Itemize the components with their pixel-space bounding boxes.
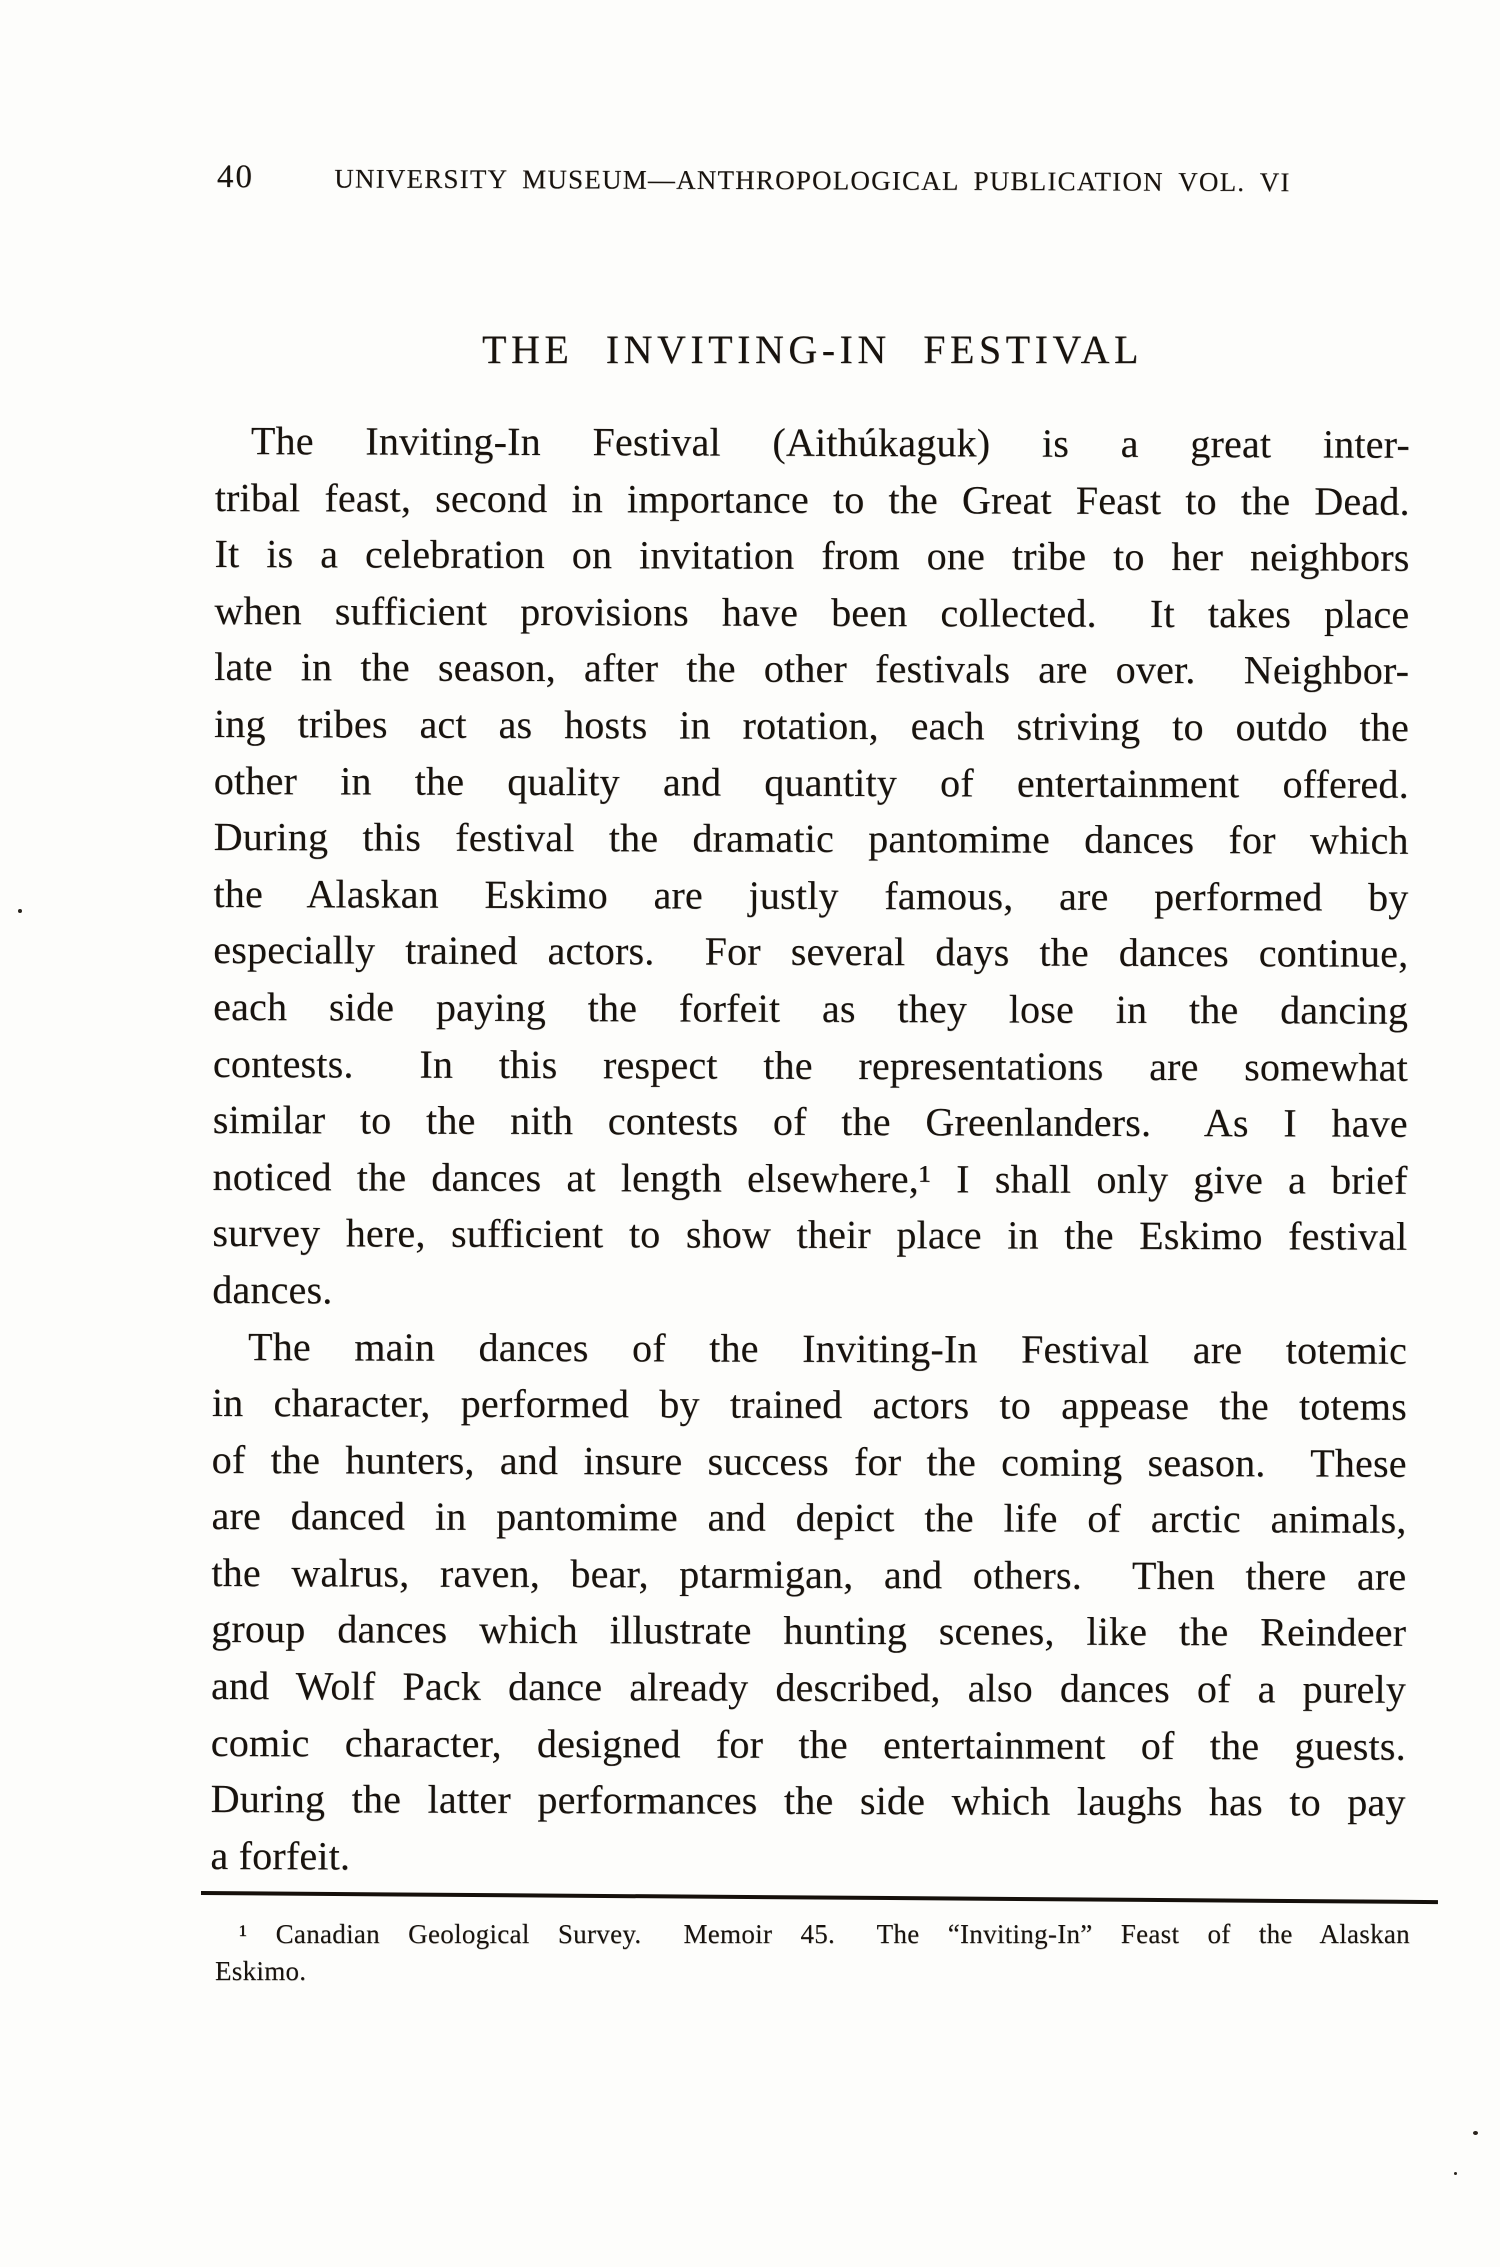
text-line: of the hunters, and insure success for the coming season. These <box>211 1436 1407 1486</box>
footnote <box>215 1916 1410 1990</box>
text-line: other in the quality and quantity of entertainment offered. <box>213 757 1409 807</box>
text-line: similar to the nith contests of the Greenlanders. As I have <box>212 1097 1408 1146</box>
scan-speck <box>18 909 22 913</box>
text-line: group dances which illustrate hunting scenes, like the Reindeer <box>211 1606 1407 1656</box>
text-line: survey here, sufficient to show their place in the Eskimo festival <box>212 1210 1408 1260</box>
text-line: and Wolf Pack dance already described, also dances of a purely <box>210 1663 1407 1712</box>
paragraph-1 <box>212 413 1410 1322</box>
text-line: The Inviting-In Festival (Aithúkaguk) is a great inter- <box>250 418 1410 467</box>
paragraph-2 <box>210 1318 1407 1888</box>
text-line: in character, performed by trained actors to appease the totems <box>211 1380 1407 1429</box>
text-line: are danced in pantomime and depict the life of arctic animals, <box>211 1493 1407 1543</box>
footnote-divider <box>201 1891 1438 1904</box>
text-line: noticed the dances at length elsewhere,¹ I shall only give a brief <box>212 1153 1408 1203</box>
text-line: dances. <box>212 1266 333 1313</box>
page-number: 40 <box>216 159 255 196</box>
running-header-text: UNIVERSITY MUSEUM—ANTHROPOLOGICAL PUBLICATION VOL. VI <box>334 163 1291 198</box>
text-line: During this festival the dramatic pantomime dances for which <box>213 814 1409 863</box>
text-line: It is a celebration on invitation from one tribe to her neighbors <box>214 531 1410 580</box>
running-header <box>215 159 1410 198</box>
text-line: The main dances of the Inviting-In Festival are totemic <box>247 1323 1408 1373</box>
body-text <box>210 413 1410 1888</box>
text-line: tribal feast, second in importance to the Great Feast to the Dead. <box>214 474 1410 524</box>
text-line: comic character, designed for the entertainment of the guests. <box>210 1719 1406 1769</box>
page-title: THE INVITING-IN FESTIVAL <box>482 327 1143 372</box>
footnote-line: ¹ Canadian Geological Survey. Memoir 45. The “Inviting-In” Feast of the Alaskan <box>239 1919 1410 1949</box>
text-line: the walrus, raven, bear, ptarmigan, and others. Then there are <box>211 1549 1407 1599</box>
text-line: the Alaskan Eskimo are justly famous, are performed by <box>213 870 1409 920</box>
text-line: a forfeit. <box>210 1832 351 1879</box>
text-line: especially trained actors. For several days the dances continue, <box>213 927 1409 977</box>
text-line: each side paying the forfeit as they lose in the dancing <box>213 983 1409 1033</box>
footnote-line: Eskimo. <box>215 1956 307 1986</box>
scan-speck <box>1473 2131 1478 2135</box>
text-line: During the latter performances the side which laughs has to pay <box>210 1776 1406 1825</box>
text-line: ing tribes act as hosts in rotation, each striving to outdo the <box>213 700 1410 750</box>
text-line: contests. In this respect the representations are somewhat <box>212 1040 1409 1090</box>
text-line: late in the season, after the other festivals are over. Neighbor- <box>214 644 1410 694</box>
scan-speck <box>1454 2172 1457 2175</box>
text-line: when sufficient provisions have been collected. It takes place <box>214 587 1410 637</box>
